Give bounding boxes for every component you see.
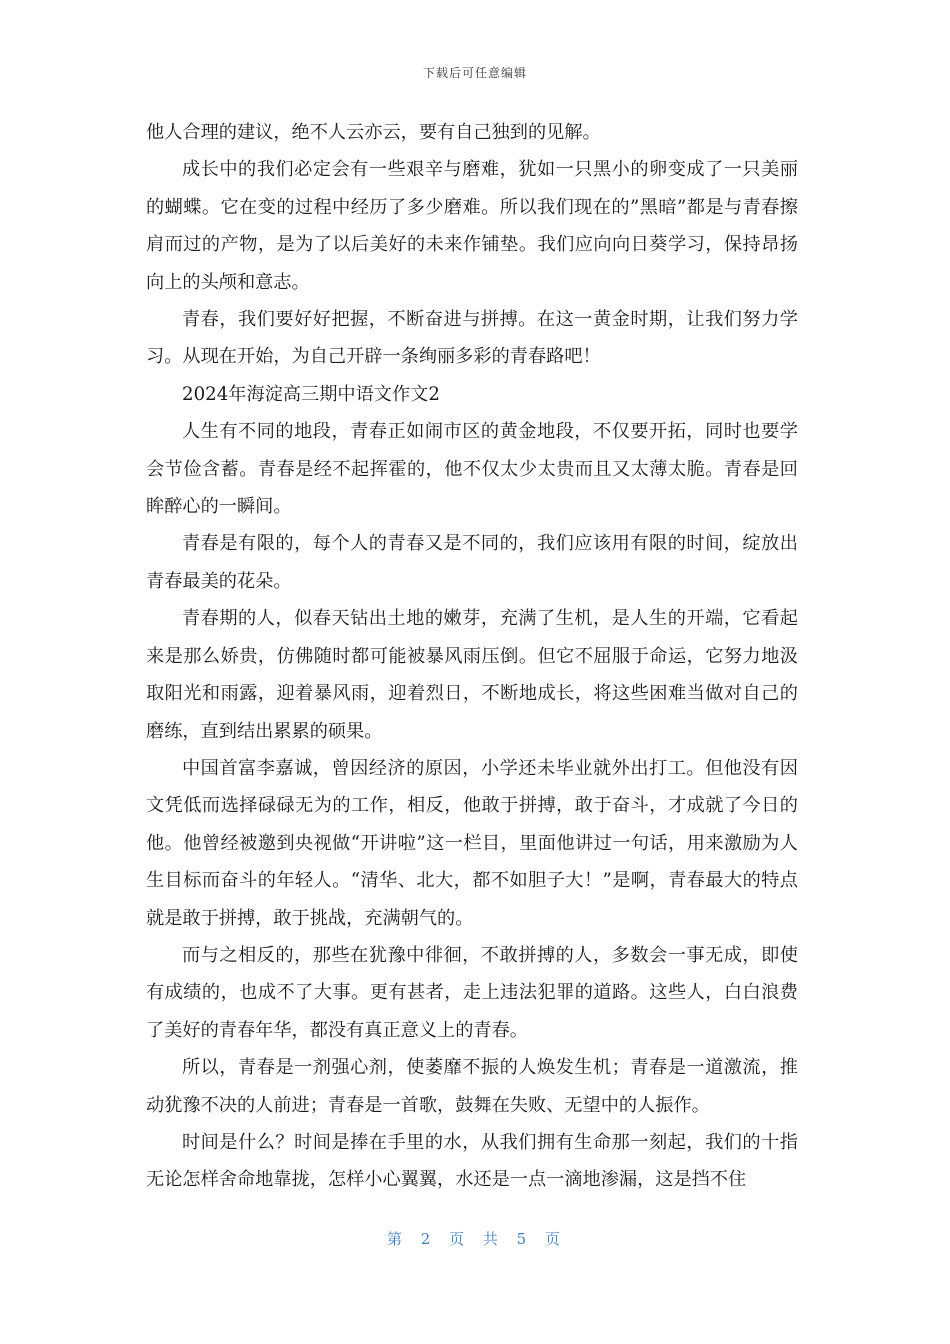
paragraph: 青春期的人，似春天钻出土地的嫩芽，充满了生机，是人生的开端，它看起来是那么娇贵，仿佛随时都可能被暴风雨压倒。但它不屈服于命运，它努力地汲取阳光和雨露，迎着暴风雨，迎着烈日，不断地成长，将这些困难当做对自己的磨练，直到结出累累的硕果。 (146, 608, 798, 742)
paragraph: 青春是有限的，每个人的青春又是不同的，我们应该用有限的时间，绽放出青春最美的花朵。 (146, 533, 798, 592)
page-footer: 第 2 页 共 5 页 (387, 1230, 563, 1248)
paragraph: 而与之相反的，那些在犹豫中徘徊，不敢拼搏的人，多数会一事无成，即使有成绩的，也成不了大事。更有甚者，走上违法犯罪的道路。这些人，白白浪费了美好的青春年华，都没有真正意义上的青春。 (146, 944, 798, 1041)
page-header: 下载后可任意编辑 (422, 66, 527, 80)
paragraph: 成长中的我们必定会有一些艰辛与磨难，犹如一只黑小的卵变成了一只美丽的蝴蝶。它在变的过程中经历了多少磨难。所以我们现在的”黑暗”都是与青春擦肩而过的产物，是为了以后美好的未来作铺垫。我们应向向日葵学习，保持昂扬向上的头颅和意志。 (146, 159, 798, 293)
paragraph: 人生有不同的地段，青春正如闹市区的黄金地段，不仅要开拓，同时也要学会节俭含蓄。青春是经不起挥霍的，他不仅太少太贵而且又太薄太脆。青春是回眸醉心的一瞬间。 (146, 421, 798, 518)
section-title: 2024年海淀高三期中语文作文2 (182, 383, 440, 405)
paragraph: 青春，我们要好好把握，不断奋进与拼搏。在这一黄金时期，让我们努力学习。从现在开始，为自己开辟一条绚丽多彩的青春路吧！ (146, 309, 798, 368)
paragraph: 他人合理的建议，绝不人云亦云，要有自己独到的见解。 (146, 122, 601, 143)
paragraph: 中国首富李嘉诚，曾因经济的原因，小学还未毕业就外出打工。但他没有因文凭低而选择碌碌无为的工作，相反，他敢于拼搏，敢于奋斗，才成就了今日的他。他曾经被邀到央视做“开讲啦”这一栏目，里面他讲过一句话，用来激励为人生目标而奋斗的年轻人。“清华、北大，都不如胆子大！”是啊，青春最大的特点就是敢于拼搏，敢于挑战，充满朝气的。 (146, 757, 798, 929)
paragraph: 所以，青春是一剂强心剂，使萎靡不振的人焕发生机；青春是一道激流，推动犹豫不决的人前进；青春是一首歌，鼓舞在失败、无望中的人振作。 (146, 1057, 798, 1116)
paragraph: 时间是什么？时间是捧在手里的水，从我们拥有生命那一刻起，我们的十指无论怎样舍命地靠拢，怎样小心翼翼，水还是一点一滴地渗漏，这是挡不住 (146, 1131, 798, 1191)
document-body (146, 114, 798, 1199)
